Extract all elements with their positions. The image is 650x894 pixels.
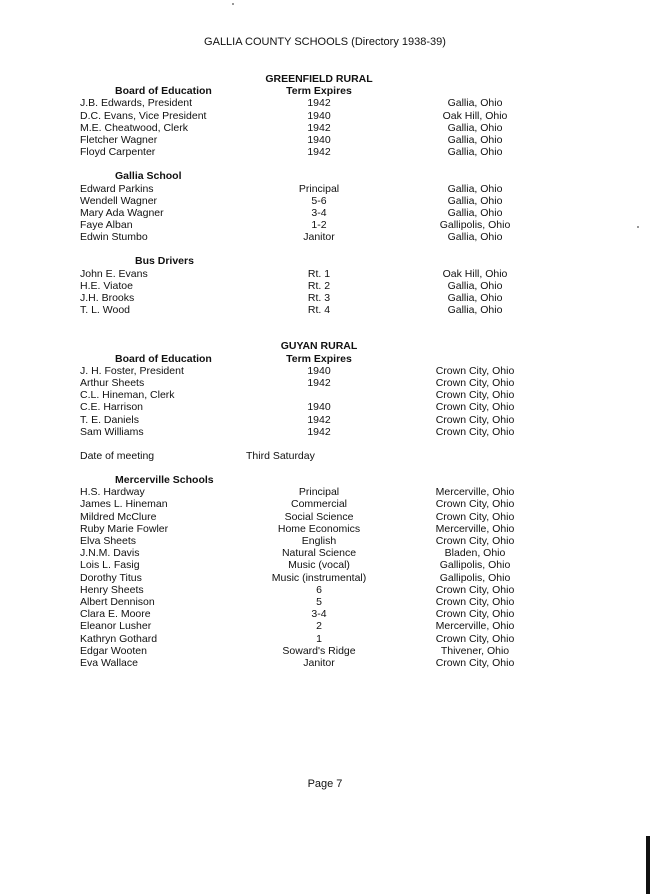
table-row xyxy=(0,389,650,401)
address: Gallia, Ohio xyxy=(447,121,503,134)
scan-speck xyxy=(637,226,639,228)
role-or-term: Janitor xyxy=(303,656,335,669)
role-or-term: 1940 xyxy=(307,133,331,146)
role-or-term: 6 xyxy=(316,583,322,596)
address: Crown City, Ohio xyxy=(435,401,515,414)
role-or-term: 1942 xyxy=(307,413,331,426)
role-or-term: English xyxy=(301,535,337,547)
person-name: J.H. Brooks xyxy=(80,292,135,304)
directory-content xyxy=(0,73,650,669)
greenfield-board-list xyxy=(0,97,650,158)
role-or-term: Rt. 1 xyxy=(307,267,331,280)
person-name: H.E. Viatoe xyxy=(80,279,133,292)
table-row xyxy=(0,559,650,571)
address: Crown City, Ohio xyxy=(435,364,515,377)
address: Gallia, Ohio xyxy=(447,206,503,219)
person-name: Eleanor Lusher xyxy=(80,620,152,633)
table-row xyxy=(0,547,650,559)
role-or-term: 5 xyxy=(316,595,322,608)
person-name: T. L. Wood xyxy=(80,304,130,317)
person-name: Ruby Marie Fowler xyxy=(80,522,169,535)
role-or-term: Principal xyxy=(298,182,340,195)
meeting-value: Third Saturday xyxy=(246,449,315,462)
person-name: Fletcher Wagner xyxy=(80,133,158,146)
address: Mercerville, Ohio xyxy=(435,486,515,499)
person-name: James L. Hineman xyxy=(80,498,168,511)
school-heading: Mercerville Schools xyxy=(115,474,214,487)
person-name: Mildred McClure xyxy=(80,510,157,523)
table-row xyxy=(0,572,650,584)
person-name: M.E. Cheatwood, Clerk xyxy=(80,121,188,134)
table-row xyxy=(0,97,650,109)
table-row xyxy=(0,620,650,632)
table-row xyxy=(0,511,650,523)
person-name: Edwin Stumbo xyxy=(80,231,148,244)
scan-edge-mark xyxy=(646,836,650,894)
board-heading-row xyxy=(0,353,650,365)
table-row xyxy=(0,523,650,535)
person-name: Arthur Sheets xyxy=(80,376,145,389)
person-name: John E. Evans xyxy=(80,267,148,280)
board-heading: Board of Education xyxy=(115,85,212,98)
table-row xyxy=(0,146,650,158)
address: Gallia, Ohio xyxy=(447,146,503,159)
table-row xyxy=(0,584,650,596)
person-name: J. H. Foster, President xyxy=(80,364,184,377)
person-name: T. E. Daniels xyxy=(80,413,139,426)
address: Gallia, Ohio xyxy=(447,304,503,317)
role-or-term: 1940 xyxy=(307,364,331,377)
role-or-term: 2 xyxy=(316,620,322,633)
address: Gallia, Ohio xyxy=(447,292,503,304)
address: Crown City, Ohio xyxy=(435,498,515,511)
role-or-term: Music (instrumental) xyxy=(271,571,367,584)
table-row xyxy=(0,280,650,292)
table-row xyxy=(0,426,650,438)
address: Gallia, Ohio xyxy=(447,97,503,110)
address: Crown City, Ohio xyxy=(435,595,515,608)
bus-drivers-heading: Bus Drivers xyxy=(135,255,194,268)
person-name: Elva Sheets xyxy=(80,535,137,547)
address: Crown City, Ohio xyxy=(435,389,515,402)
role-or-term: Principal xyxy=(298,486,340,499)
address: Gallia, Ohio xyxy=(447,194,503,207)
role-or-term: 1942 xyxy=(307,146,331,159)
person-name: Lois L. Fasig xyxy=(80,559,140,572)
table-row xyxy=(0,498,650,510)
person-name: Albert Dennison xyxy=(80,595,155,608)
address: Gallia, Ohio xyxy=(447,279,503,292)
role-or-term: Social Science xyxy=(284,510,354,523)
role-or-term: Janitor xyxy=(303,231,335,244)
role-or-term: 1942 xyxy=(307,97,331,110)
person-name: J.N.M. Davis xyxy=(80,547,140,560)
address: Mercerville, Ohio xyxy=(435,620,515,633)
role-or-term: 3-4 xyxy=(311,206,327,219)
role-or-term: 1 xyxy=(316,632,322,645)
table-row xyxy=(0,122,650,134)
role-or-term: 1940 xyxy=(307,109,331,122)
meeting-label: Date of meeting xyxy=(80,449,155,462)
table-row xyxy=(0,608,650,620)
role-or-term: 1-2 xyxy=(311,219,327,232)
person-name: H.S. Hardway xyxy=(80,486,145,499)
scan-speck xyxy=(232,3,234,5)
person-name: D.C. Evans, Vice President xyxy=(80,109,207,122)
address: Mercerville, Ohio xyxy=(435,522,515,535)
person-name: Faye Alban xyxy=(80,219,133,232)
address: Gallia, Ohio xyxy=(447,231,503,244)
address: Crown City, Ohio xyxy=(435,376,515,389)
term-expires-heading: Term Expires xyxy=(286,85,352,98)
person-name: Floyd Carpenter xyxy=(80,146,156,159)
address: Crown City, Ohio xyxy=(435,413,515,426)
table-row xyxy=(0,110,650,122)
role-or-term: Commercial xyxy=(290,498,347,511)
address: Thivener, Ohio xyxy=(440,644,510,657)
address: Gallia, Ohio xyxy=(447,182,503,195)
table-row xyxy=(0,134,650,146)
person-name: Sam Williams xyxy=(80,425,144,438)
address: Gallipolis, Ohio xyxy=(439,219,511,232)
address: Crown City, Ohio xyxy=(435,656,515,669)
address: Oak Hill, Ohio xyxy=(442,267,508,280)
greenfield-bus-list xyxy=(0,268,650,317)
school-heading-row xyxy=(0,170,650,182)
role-or-term: 5-6 xyxy=(311,194,327,207)
table-row xyxy=(0,657,650,669)
table-row xyxy=(0,292,650,304)
address: Gallipolis, Ohio xyxy=(439,571,511,584)
address: Crown City, Ohio xyxy=(435,510,515,523)
role-or-term: 1942 xyxy=(307,376,331,389)
role-or-term: 3-4 xyxy=(311,608,327,621)
guyan-board-list xyxy=(0,365,650,438)
address: Bladen, Ohio xyxy=(444,547,506,560)
table-row xyxy=(0,377,650,389)
term-expires-heading: Term Expires xyxy=(286,352,352,365)
school-heading: Gallia School xyxy=(115,170,182,183)
role-or-term: Rt. 2 xyxy=(307,279,331,292)
role-or-term: 1940 xyxy=(307,401,331,414)
address: Crown City, Ohio xyxy=(435,535,515,547)
role-or-term: Natural Science xyxy=(281,547,357,560)
address: Oak Hill, Ohio xyxy=(442,109,508,122)
person-name: C.E. Harrison xyxy=(80,401,144,414)
role-or-term: Rt. 3 xyxy=(307,292,331,304)
role-or-term: 1942 xyxy=(307,425,331,438)
meeting-row xyxy=(0,450,650,462)
page-number: Page 7 xyxy=(307,778,343,790)
board-heading-row xyxy=(0,85,650,97)
guyan-school-list xyxy=(0,486,650,669)
person-name: Kathryn Gothard xyxy=(80,632,158,645)
person-name: Henry Sheets xyxy=(80,583,144,596)
table-row xyxy=(0,596,650,608)
table-row xyxy=(0,535,650,547)
district-heading: GUYAN RURAL xyxy=(280,340,358,353)
table-row xyxy=(0,219,650,231)
bus-heading-row xyxy=(0,255,650,267)
role-or-term: Home Economics xyxy=(277,522,361,535)
role-or-term: 1942 xyxy=(307,121,331,134)
address: Crown City, Ohio xyxy=(435,583,515,596)
person-name: Wendell Wagner xyxy=(80,194,158,207)
role-or-term: Soward's Ridge xyxy=(282,644,356,657)
person-name: Mary Ada Wagner xyxy=(80,206,164,219)
role-or-term: Rt. 4 xyxy=(307,304,331,317)
person-name: Edgar Wooten xyxy=(80,644,147,657)
table-row xyxy=(0,365,650,377)
person-name: Clara E. Moore xyxy=(80,608,151,621)
table-row xyxy=(0,268,650,280)
address: Crown City, Ohio xyxy=(435,632,515,645)
table-row xyxy=(0,401,650,413)
person-name: C.L. Hineman, Clerk xyxy=(80,389,175,402)
district-heading-row xyxy=(0,340,650,352)
district-heading: GREENFIELD RURAL xyxy=(265,73,373,85)
table-row xyxy=(0,304,650,316)
table-row xyxy=(0,195,650,207)
district-heading-row xyxy=(0,73,650,85)
table-row xyxy=(0,633,650,645)
table-row xyxy=(0,183,650,195)
address: Gallipolis, Ohio xyxy=(439,559,511,572)
table-row xyxy=(0,645,650,657)
table-row xyxy=(0,486,650,498)
table-row xyxy=(0,207,650,219)
role-or-term: Music (vocal) xyxy=(288,559,350,572)
address: Gallia, Ohio xyxy=(447,133,503,146)
person-name: Edward Parkins xyxy=(80,182,154,195)
page-title: GALLIA COUNTY SCHOOLS (Directory 1938-39) xyxy=(204,36,446,48)
table-row xyxy=(0,414,650,426)
address: Crown City, Ohio xyxy=(435,425,515,438)
person-name: Dorothy Titus xyxy=(80,571,142,584)
table-row xyxy=(0,231,650,243)
greenfield-school-list xyxy=(0,183,650,244)
person-name: J.B. Edwards, President xyxy=(80,97,193,110)
school-heading-row xyxy=(0,474,650,486)
address: Crown City, Ohio xyxy=(435,608,515,621)
person-name: Eva Wallace xyxy=(80,656,138,669)
board-heading: Board of Education xyxy=(115,352,212,365)
